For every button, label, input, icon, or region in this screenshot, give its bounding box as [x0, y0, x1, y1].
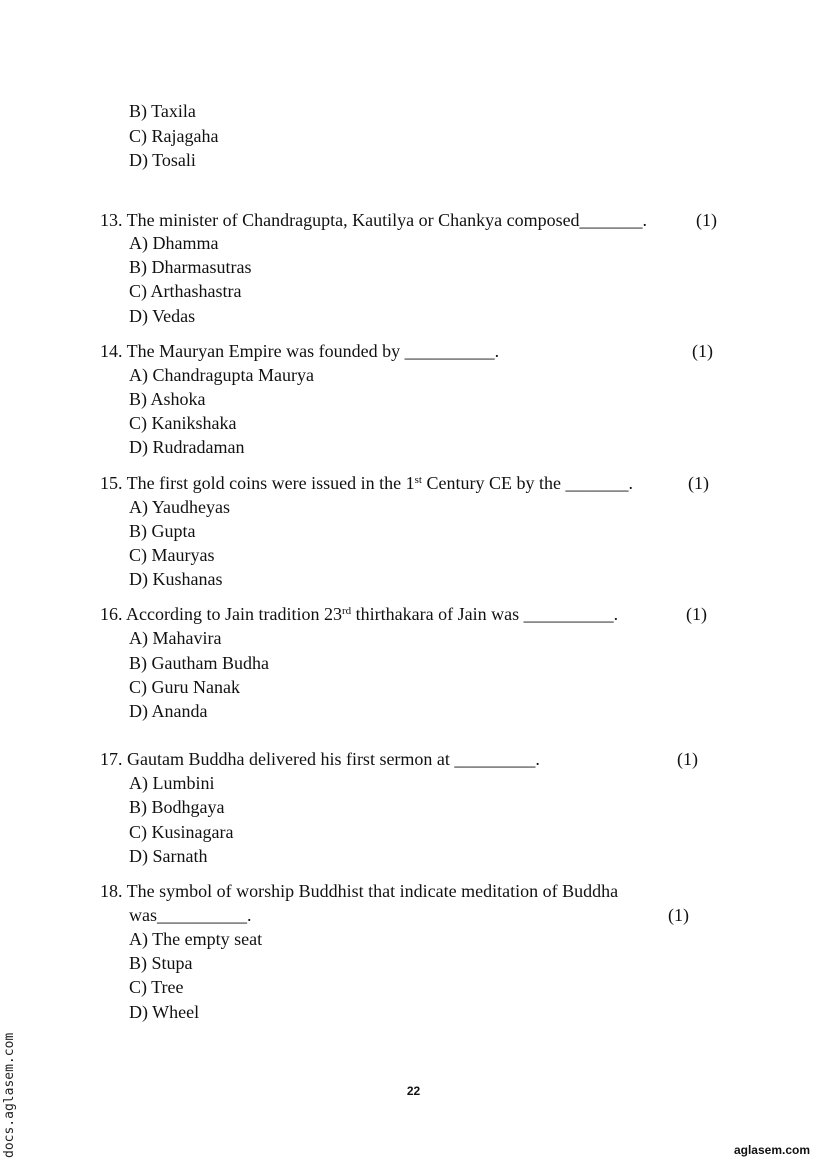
question-16-stem: 16. According to Jain tradition 23rd thirthakara of Jain was __________.: [100, 604, 619, 624]
question-17-stem: 17. Gautam Buddha delivered his first sermon at _________.: [100, 749, 540, 769]
option-item: A) Chandragupta Maurya: [129, 365, 314, 385]
option-item: D) Rudradaman: [129, 437, 245, 457]
question-18-marks: (1): [668, 905, 689, 925]
superscript: rd: [341, 605, 352, 617]
option-item: C) Tree: [129, 977, 184, 997]
option-item: D) Ananda: [129, 701, 208, 721]
option-item: D) Vedas: [129, 306, 196, 326]
question-14-marks: (1): [692, 341, 713, 361]
option-item: C) Arthashastra: [129, 281, 242, 301]
question-15-marks: (1): [688, 473, 709, 493]
side-watermark: docs.aglasem.com: [2, 1032, 17, 1158]
question-18-stem: 18. The symbol of worship Buddhist that indicate meditation of Buddha: [100, 881, 619, 901]
option-item: C) Rajagaha: [129, 126, 219, 146]
option-item: C) Mauryas: [129, 545, 215, 565]
question-17-marks: (1): [677, 749, 698, 769]
option-item: B) Stupa: [129, 953, 193, 973]
option-item: B) Dharmasutras: [129, 257, 252, 277]
option-item: A) Yaudheyas: [129, 497, 230, 517]
page-number: 22: [406, 1084, 421, 1098]
option-item: B) Bodhgaya: [129, 797, 225, 817]
question-18-stem-continued: was__________.: [129, 905, 252, 925]
option-item: A) Dhamma: [129, 233, 219, 253]
option-item: B) Gautham Budha: [129, 653, 269, 673]
option-item: A) The empty seat: [129, 929, 263, 949]
option-item: D) Sarnath: [129, 846, 208, 866]
option-item: A) Lumbini: [129, 773, 215, 793]
option-item: A) Mahavira: [129, 628, 222, 648]
question-16-marks: (1): [686, 604, 707, 624]
option-item: C) Guru Nanak: [129, 677, 240, 697]
option-item: B) Ashoka: [129, 389, 206, 409]
question-14-stem: 14. The Mauryan Empire was founded by __________.: [100, 341, 500, 361]
question-13-stem: 13. The minister of Chandragupta, Kautilya or Chankya composed_______.: [100, 210, 648, 230]
question-15-stem: 15. The first gold coins were issued in the 1st Century CE by the _______.: [100, 473, 633, 493]
question-13-marks: (1): [696, 210, 717, 230]
option-item: B) Taxila: [129, 101, 196, 121]
superscript: st: [414, 474, 422, 486]
option-item: C) Kusinagara: [129, 822, 234, 842]
brand-watermark: aglasem.com: [733, 1143, 810, 1157]
option-item: C) Kanikshaka: [129, 413, 237, 433]
option-item: D) Kushanas: [129, 569, 223, 589]
option-item: D) Tosali: [129, 150, 196, 170]
option-item: D) Wheel: [129, 1002, 200, 1022]
option-item: B) Gupta: [129, 521, 196, 541]
